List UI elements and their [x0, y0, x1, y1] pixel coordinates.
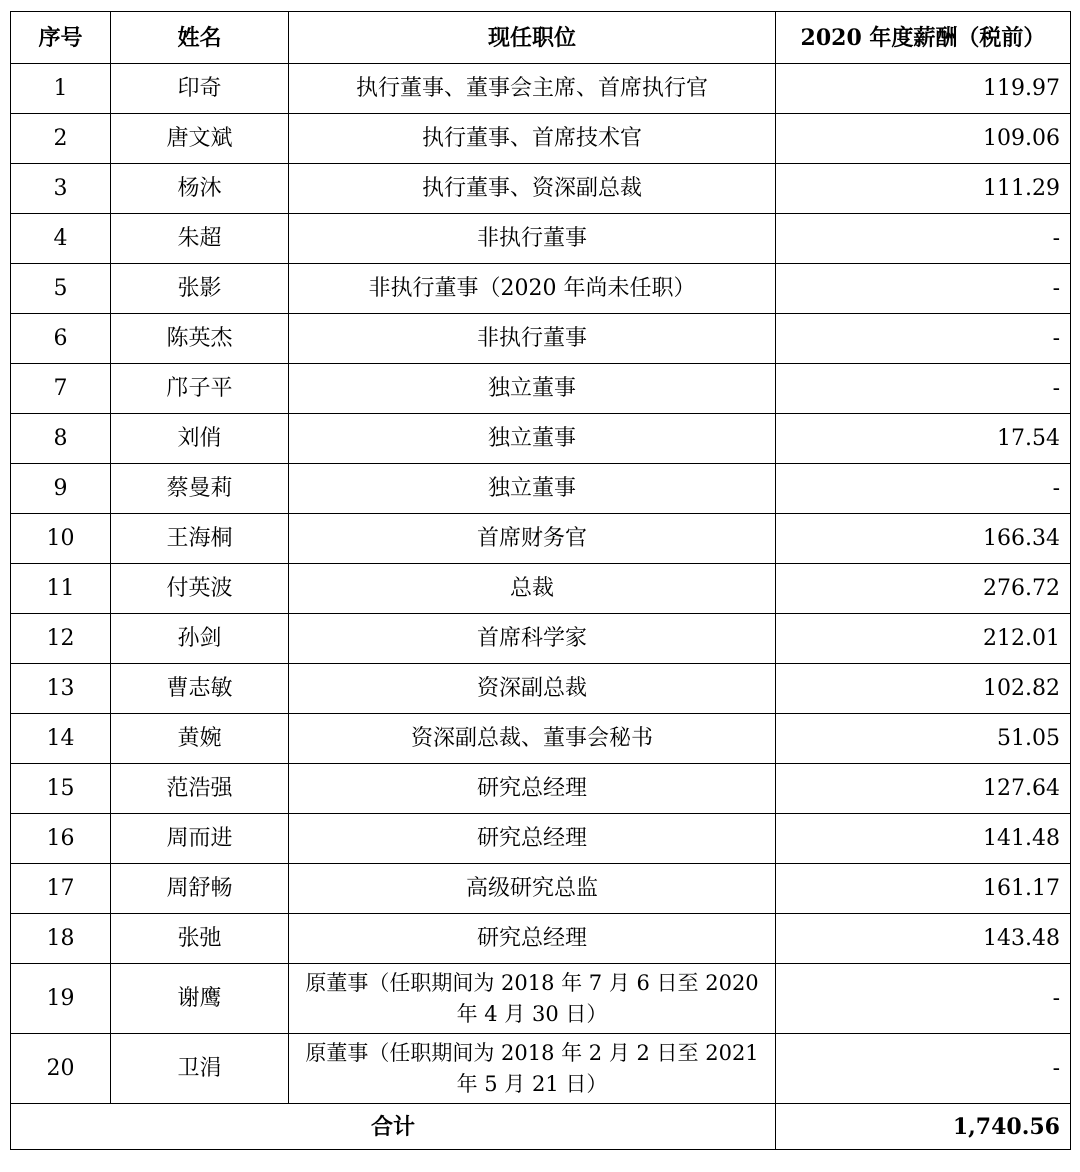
cell-seq: 4: [11, 214, 111, 264]
cell-seq: 16: [11, 814, 111, 864]
cell-position: 研究总经理: [289, 814, 776, 864]
cell-position: 高级研究总监: [289, 864, 776, 914]
cell-position: 总裁: [289, 564, 776, 614]
cell-seq: 3: [11, 164, 111, 214]
table-row: [11, 964, 1071, 1034]
cell-position: 原董事（任职期间为 2018 年 7 月 6 日至 2020 年 4 月 30 日）: [289, 964, 776, 1034]
cell-salary: -: [776, 464, 1071, 514]
cell-seq: 2: [11, 114, 111, 164]
cell-name: 邝子平: [111, 364, 289, 414]
cell-seq: 14: [11, 714, 111, 764]
cell-salary: -: [776, 364, 1071, 414]
table-row: [11, 364, 1071, 414]
cell-name: 张弛: [111, 914, 289, 964]
total-value: 1,740.56: [776, 1104, 1071, 1150]
cell-seq: 12: [11, 614, 111, 664]
table-row: [11, 114, 1071, 164]
table-row: [11, 814, 1071, 864]
cell-seq: 1: [11, 64, 111, 114]
cell-position: 执行董事、董事会主席、首席执行官: [289, 64, 776, 114]
cell-position: 独立董事: [289, 464, 776, 514]
table-row: [11, 564, 1071, 614]
cell-salary: -: [776, 264, 1071, 314]
cell-position: 研究总经理: [289, 914, 776, 964]
cell-salary: 17.54: [776, 414, 1071, 464]
cell-name: 张影: [111, 264, 289, 314]
cell-seq: 19: [11, 964, 111, 1034]
table-row: [11, 714, 1071, 764]
cell-salary: 51.05: [776, 714, 1071, 764]
cell-salary: 166.34: [776, 514, 1071, 564]
cell-name: 王海桐: [111, 514, 289, 564]
cell-name: 刘俏: [111, 414, 289, 464]
cell-name: 周而进: [111, 814, 289, 864]
cell-seq: 15: [11, 764, 111, 814]
header-salary: 2020 年度薪酬（税前）: [776, 12, 1071, 64]
cell-position: 资深副总裁: [289, 664, 776, 714]
header-seq: 序号: [11, 12, 111, 64]
cell-name: 范浩强: [111, 764, 289, 814]
cell-salary: 127.64: [776, 764, 1071, 814]
table-row: [11, 1034, 1071, 1104]
table-row: [11, 214, 1071, 264]
cell-position: 研究总经理: [289, 764, 776, 814]
cell-position: 首席科学家: [289, 614, 776, 664]
cell-salary: -: [776, 1034, 1071, 1104]
cell-seq: 20: [11, 1034, 111, 1104]
cell-seq: 5: [11, 264, 111, 314]
cell-name: 黄婉: [111, 714, 289, 764]
table-row: [11, 414, 1071, 464]
cell-salary: -: [776, 214, 1071, 264]
cell-position: 非执行董事（2020 年尚未任职）: [289, 264, 776, 314]
cell-position: 独立董事: [289, 364, 776, 414]
cell-position: 资深副总裁、董事会秘书: [289, 714, 776, 764]
cell-name: 孙剑: [111, 614, 289, 664]
cell-name: 陈英杰: [111, 314, 289, 364]
cell-salary: 109.06: [776, 114, 1071, 164]
cell-seq: 9: [11, 464, 111, 514]
cell-name: 唐文斌: [111, 114, 289, 164]
total-row: [11, 1104, 1071, 1150]
cell-position: 首席财务官: [289, 514, 776, 564]
cell-seq: 11: [11, 564, 111, 614]
cell-name: 卫涓: [111, 1034, 289, 1104]
cell-name: 曹志敏: [111, 664, 289, 714]
table-body: [11, 64, 1071, 1104]
cell-name: 谢鹰: [111, 964, 289, 1034]
total-label: 合计: [11, 1104, 776, 1150]
cell-salary: 102.82: [776, 664, 1071, 714]
cell-seq: 8: [11, 414, 111, 464]
header-position: 现任职位: [289, 12, 776, 64]
table-row: [11, 514, 1071, 564]
cell-seq: 7: [11, 364, 111, 414]
cell-salary: 143.48: [776, 914, 1071, 964]
table-row: [11, 464, 1071, 514]
cell-name: 杨沐: [111, 164, 289, 214]
cell-salary: -: [776, 314, 1071, 364]
cell-salary: 111.29: [776, 164, 1071, 214]
cell-name: 印奇: [111, 64, 289, 114]
cell-name: 付英波: [111, 564, 289, 614]
table-row: [11, 314, 1071, 364]
cell-seq: 10: [11, 514, 111, 564]
cell-seq: 18: [11, 914, 111, 964]
cell-position: 原董事（任职期间为 2018 年 2 月 2 日至 2021 年 5 月 21 日）: [289, 1034, 776, 1104]
cell-seq: 17: [11, 864, 111, 914]
cell-position: 非执行董事: [289, 314, 776, 364]
table-row: [11, 264, 1071, 314]
table-row: [11, 614, 1071, 664]
table-row: [11, 764, 1071, 814]
cell-position: 非执行董事: [289, 214, 776, 264]
table-row: [11, 64, 1071, 114]
header-name: 姓名: [111, 12, 289, 64]
cell-salary: 212.01: [776, 614, 1071, 664]
cell-name: 蔡曼莉: [111, 464, 289, 514]
cell-salary: 276.72: [776, 564, 1071, 614]
cell-name: 周舒畅: [111, 864, 289, 914]
table-row: [11, 164, 1071, 214]
table-row: [11, 914, 1071, 964]
cell-salary: 161.17: [776, 864, 1071, 914]
cell-position: 独立董事: [289, 414, 776, 464]
table-header-row: [11, 12, 1071, 64]
cell-name: 朱超: [111, 214, 289, 264]
cell-salary: 141.48: [776, 814, 1071, 864]
table-row: [11, 664, 1071, 714]
cell-seq: 6: [11, 314, 111, 364]
cell-position: 执行董事、首席技术官: [289, 114, 776, 164]
cell-salary: -: [776, 964, 1071, 1034]
cell-seq: 13: [11, 664, 111, 714]
cell-position: 执行董事、资深副总裁: [289, 164, 776, 214]
salary-table: [10, 11, 1071, 1150]
cell-salary: 119.97: [776, 64, 1071, 114]
table-row: [11, 864, 1071, 914]
